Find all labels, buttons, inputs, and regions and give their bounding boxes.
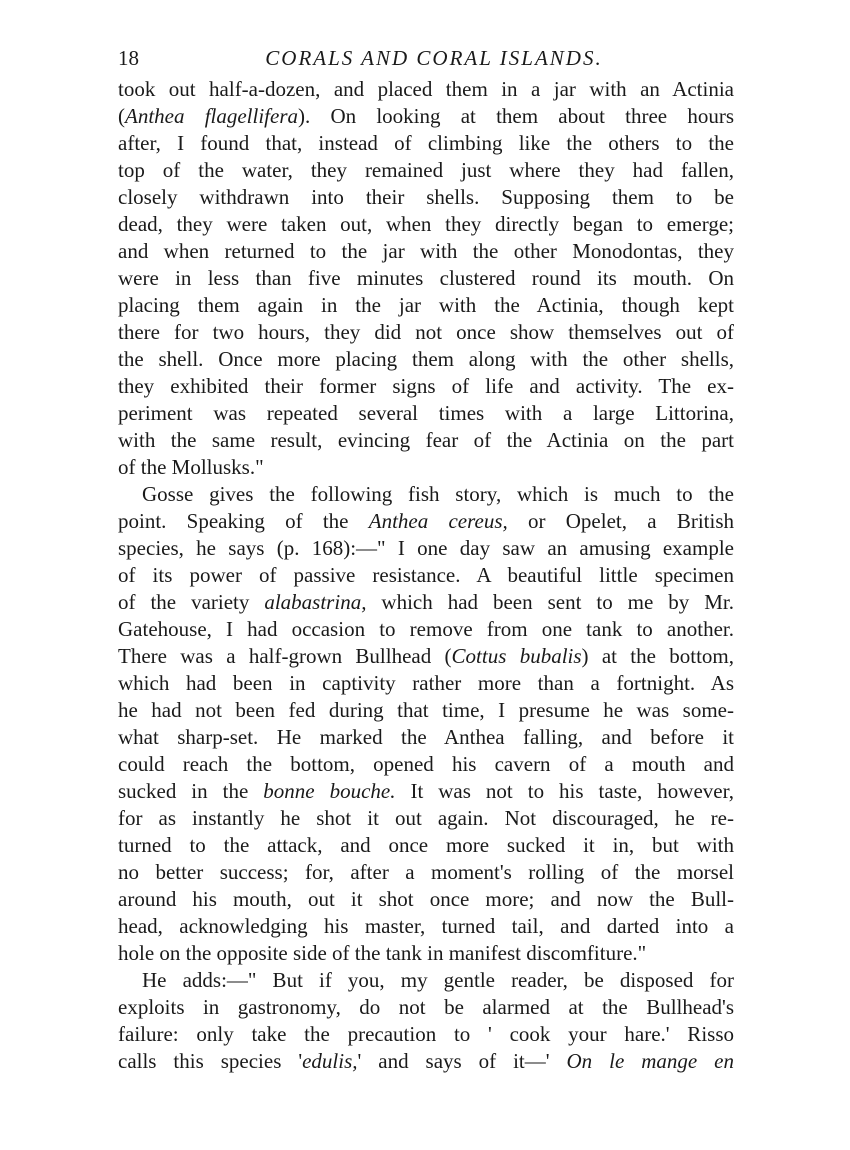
text-line [118, 481, 734, 508]
text-line [118, 967, 734, 994]
text-line [118, 859, 734, 886]
text-line [118, 454, 734, 481]
text-run: ( [118, 104, 125, 128]
text-line [118, 589, 734, 616]
text-run: hole on the opposite side of the tank in manifest discomfiture." [118, 941, 647, 965]
text-run: Gatehouse, I had occasion to remove from one tank to another. [118, 617, 734, 641]
text-run: It was not to his taste, however, [395, 779, 734, 803]
text-line [118, 211, 734, 238]
book-page [118, 40, 734, 1075]
text-line [118, 697, 734, 724]
text-line [118, 238, 734, 265]
text-line [118, 913, 734, 940]
text-line [118, 427, 734, 454]
text-run: around his mouth, out it shot once more; and now the Bull- [118, 887, 734, 911]
text-run: sucked in the [118, 779, 264, 803]
text-line [118, 130, 734, 157]
text-run: exploits in gastronomy, do not be alarmed at the Bullhead's [118, 995, 734, 1019]
text-run: no better success; for, after a moment's rolling of the morsel [118, 860, 734, 884]
italic-run: On le mange en [566, 1049, 734, 1073]
text-line [118, 292, 734, 319]
italic-run: bonne bouche. [263, 779, 396, 803]
body-text [118, 76, 734, 1075]
text-run: placing them again in the jar with the Actinia, though kept [118, 293, 734, 317]
text-run: of its power of passive resistance. A beautiful little specimen [118, 563, 734, 587]
text-line [118, 805, 734, 832]
italic-run: Cottus bubalis [451, 644, 582, 668]
text-run: ). On looking at them about three hours [298, 104, 734, 128]
text-run: species, he says (p. 168):—" I one day saw an amusing example [118, 536, 734, 560]
text-run: or Opelet, a British [507, 509, 734, 533]
text-line [118, 832, 734, 859]
text-run: calls this species ' [118, 1049, 303, 1073]
text-run: and when returned to the jar with the other Monodontas, they [118, 239, 734, 263]
paragraph [118, 967, 734, 1075]
text-line [118, 616, 734, 643]
text-run: could reach the bottom, opened his cavern of a mouth and [118, 752, 734, 776]
text-line [118, 508, 734, 535]
text-run: point. Speaking of the [118, 509, 369, 533]
text-line [118, 319, 734, 346]
text-line [118, 751, 734, 778]
text-line [118, 994, 734, 1021]
text-line [118, 1048, 734, 1075]
text-run: turned to the attack, and once more sucked it in, but with [118, 833, 734, 857]
text-run: Gosse gives the following fish story, which is much to the [142, 482, 734, 506]
text-run: which had been sent to me by Mr. [366, 590, 735, 614]
text-line [118, 724, 734, 751]
text-line [118, 400, 734, 427]
text-run: ' and says of it—' [357, 1049, 567, 1073]
text-run: were in less than five minutes clustered round its mouth. On [118, 266, 734, 290]
text-line [118, 535, 734, 562]
text-run: the shell. Once more placing them along with the other shells, [118, 347, 734, 371]
text-run: they exhibited their former signs of life and activity. The ex- [118, 374, 734, 398]
text-line [118, 778, 734, 805]
text-line [118, 940, 734, 967]
italic-run: alabastrina, [264, 590, 367, 614]
italic-run: Anthea flagellifera [125, 104, 299, 128]
text-run: He adds:—" But if you, my gentle reader, be disposed for [142, 968, 734, 992]
text-line [118, 886, 734, 913]
text-run: failure: only take the precaution to ' cook your hare.' Risso [118, 1022, 734, 1046]
running-head [118, 40, 734, 76]
text-run: top of the water, they remained just where they had fallen, [118, 158, 734, 182]
text-run: for as instantly he shot it out again. Not discouraged, he re- [118, 806, 734, 830]
text-run: after, I found that, instead of climbing like the others to the [118, 131, 734, 155]
text-line [118, 562, 734, 589]
text-line [118, 670, 734, 697]
text-run: which had been in captivity rather more than a fortnight. As [118, 671, 734, 695]
text-run: periment was repeated several times with a large Littorina, [118, 401, 734, 425]
text-line [118, 1021, 734, 1048]
text-run: head, acknowledging his master, turned tail, and darted into a [118, 914, 734, 938]
text-line [118, 373, 734, 400]
text-run: of the variety [118, 590, 265, 614]
paragraph [118, 76, 734, 481]
text-run: took out half-a-dozen, and placed them in a jar with an Actinia [118, 77, 734, 101]
text-run: ) at the bottom, [581, 644, 734, 668]
italic-run: edulis, [302, 1049, 358, 1073]
text-line [118, 184, 734, 211]
text-run: dead, they were taken out, when they directly began to emerge; [118, 212, 734, 236]
running-title: CORALS AND CORAL ISLANDS. [265, 46, 603, 70]
page-number: 18 [118, 46, 139, 70]
paragraph [118, 481, 734, 967]
text-run: what sharp-set. He marked the Anthea falling, and before it [118, 725, 734, 749]
italic-run: Anthea cereus, [368, 509, 508, 533]
text-line [118, 103, 734, 130]
text-run: There was a half-grown Bullhead ( [118, 644, 452, 668]
text-run: closely withdrawn into their shells. Supposing them to be [118, 185, 734, 209]
text-run: there for two hours, they did not once show themselves out of [118, 320, 734, 344]
text-line [118, 157, 734, 184]
text-line [118, 265, 734, 292]
text-run: of the Mollusks." [118, 455, 264, 479]
text-run: with the same result, evincing fear of the Actinia on the part [118, 428, 734, 452]
text-line [118, 643, 734, 670]
text-line [118, 346, 734, 373]
text-run: he had not been fed during that time, I presume he was some- [118, 698, 734, 722]
text-line [118, 76, 734, 103]
